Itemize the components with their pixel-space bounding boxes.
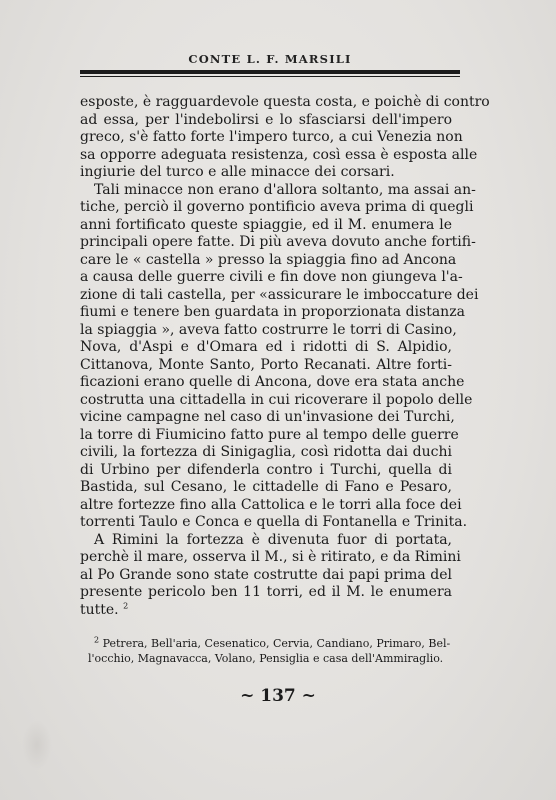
text-line: Cittanova, Monte Santo, Porto Recanati. Altre forti-	[80, 356, 452, 373]
text-line: anni fortificato queste spiaggie, ed il M. enumera le	[80, 216, 452, 233]
text-line: vicine campagne nel caso di un'invasione dei Turchi,	[80, 409, 455, 425]
text-line: tiche, perciò il governo pontificio aveva prima di quegli	[80, 199, 474, 215]
footnote-mark: 2	[94, 635, 100, 645]
header-rule-thick	[80, 70, 460, 74]
text-line: Tali minacce non erano d'allora soltanto, ma assai an-	[94, 181, 476, 198]
text-line: a causa delle guerre civili e fin dove non giungeva l'a-	[80, 269, 463, 285]
text-line: presente pericolo ben 11 torri, ed il M. le enumera	[80, 584, 452, 600]
running-head: CONTE L. F. MARSILI	[188, 52, 352, 66]
text-line: la spiaggia », aveva fatto costrurre le torri di Casino,	[80, 321, 457, 338]
text-line: altre fortezze fino alla Cattolica e le torri alla foce dei	[80, 496, 462, 513]
text-line: costrutta una cittadella in cui ricoverare il popolo delle	[80, 391, 473, 408]
text-line: care le « castella » presso la spiaggia fino ad Ancona	[80, 251, 457, 268]
footnote-line: l'occhio, Magnavacca, Volano, Pensiglia e casa dell'Ammiraglio.	[88, 652, 444, 665]
page-number: ~ 137 ~	[240, 686, 316, 706]
paper-stain	[22, 720, 52, 770]
footnote	[88, 635, 451, 666]
text-line: fiumi e tenere ben guardata in proporzionata distanza	[80, 304, 465, 320]
header-rule-thin	[80, 76, 460, 77]
text-line: torrenti Taulo e Conca e quella di Fontanella e Trinita.	[80, 514, 468, 530]
text-line: ficazioni erano quelle di Ancona, dove era stata anche	[80, 374, 465, 390]
text-line-final	[80, 602, 452, 620]
text-line: ingiurie del turco e alle minacce dei corsari.	[80, 164, 395, 180]
footnote-line	[88, 635, 451, 651]
body-text	[80, 94, 490, 619]
text-line: greco, s'è fatto forte l'impero turco, a cui Venezia non	[80, 129, 463, 145]
text-line: civili, la fortezza di Sinigaglia, così ridotta dai duchi	[80, 444, 452, 460]
text-line: A Rimini la fortezza è divenuta fuor di portata,	[94, 531, 452, 548]
text-line: zione di tali castella, per «assicurare le imboccature dei	[80, 286, 479, 303]
text-line: di Urbino per difenderla contro i Turchi, quella di	[80, 461, 452, 478]
text-line: Bastida, sul Cesano, le cittadelle di Fano e Pesaro,	[80, 479, 452, 495]
text-line: la torre di Fiumicino fatto pure al tempo delle guerre	[80, 426, 459, 443]
text-line: perchè il mare, osserva il M., si è ritirato, e da Rimini	[80, 549, 461, 565]
footnote-line-text: Petrera, Bell'aria, Cesenatico, Cervia, Candiano, Primaro, Bel-	[102, 637, 451, 650]
footnote-reference: 2	[123, 600, 129, 610]
text-line: principali opere fatte. Di più aveva dovuto anche fortifi-	[80, 234, 476, 250]
text-line: sa opporre adeguata resistenza, così essa è esposta alle	[80, 146, 478, 163]
text-line-final-words: tutte.	[80, 601, 119, 618]
text-line: Nova, d'Aspi e d'Omara ed i ridotti di S. Alpidio,	[80, 339, 452, 355]
text-line: ad essa, per l'indebolirsi e lo sfasciarsi dell'impero	[80, 111, 452, 128]
text-line: al Po Grande sono state costrutte dai papi prima del	[80, 566, 452, 583]
text-line: esposte, è ragguardevole questa costa, e poichè di contro	[80, 94, 490, 110]
